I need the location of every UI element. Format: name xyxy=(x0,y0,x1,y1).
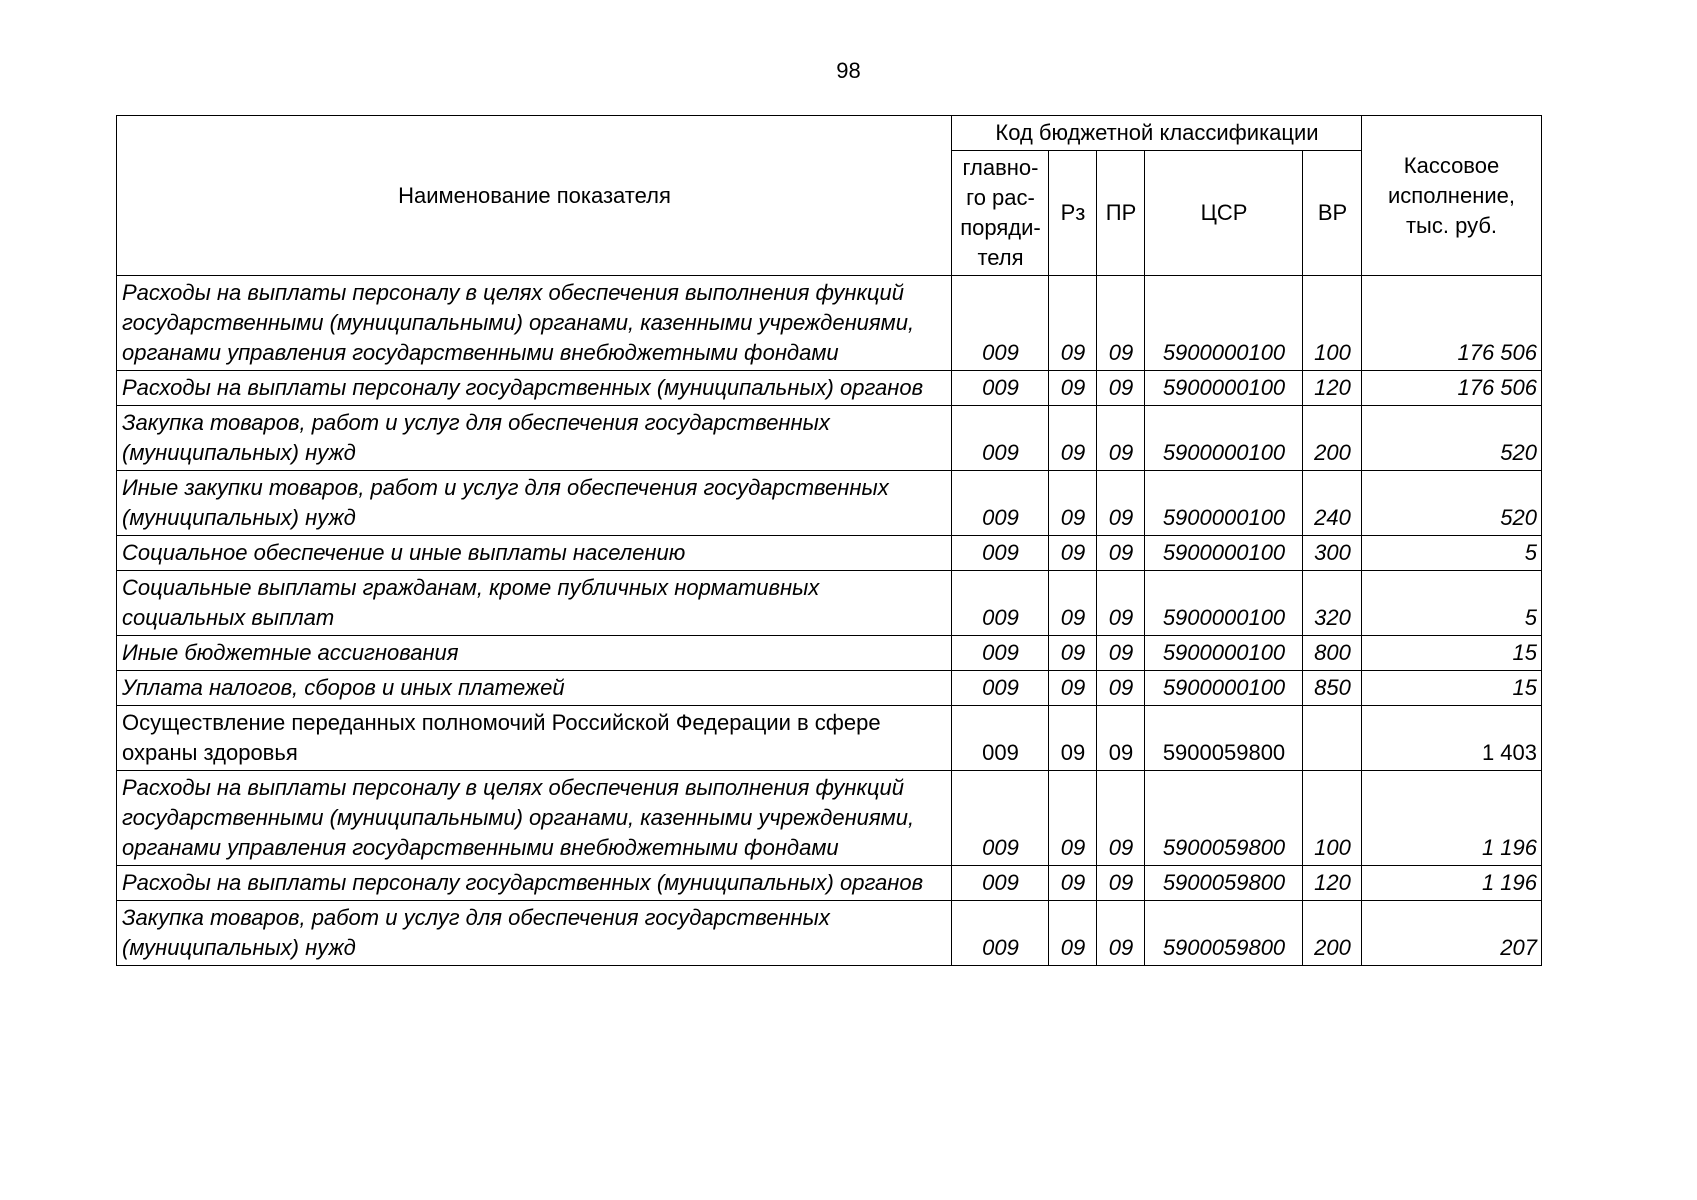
cell-glav: 009 xyxy=(952,471,1049,536)
cell-vr: 200 xyxy=(1303,901,1362,966)
table-row xyxy=(117,636,1542,671)
cell-rz: 09 xyxy=(1049,636,1097,671)
cell-vr: 200 xyxy=(1303,406,1362,471)
cell-glav: 009 xyxy=(952,866,1049,901)
cell-glav: 009 xyxy=(952,671,1049,706)
cell-csr: 5900000100 xyxy=(1145,636,1303,671)
table-row xyxy=(117,571,1542,636)
cell-csr: 5900000100 xyxy=(1145,406,1303,471)
table-row xyxy=(117,671,1542,706)
table-row xyxy=(117,866,1542,901)
cell-pr: 09 xyxy=(1097,571,1145,636)
table-row xyxy=(117,536,1542,571)
cell-glav: 009 xyxy=(952,901,1049,966)
cell-vr: 100 xyxy=(1303,771,1362,866)
cell-rz: 09 xyxy=(1049,671,1097,706)
cell-vr: 800 xyxy=(1303,636,1362,671)
cell-amount: 1 196 xyxy=(1362,771,1542,866)
cell-name: Закупка товаров, работ и услуг для обеспечения государственных (муниципальных) нужд xyxy=(117,406,952,471)
cell-csr: 5900059800 xyxy=(1145,771,1303,866)
table-row xyxy=(117,471,1542,536)
cell-glav: 009 xyxy=(952,276,1049,371)
cell-pr: 09 xyxy=(1097,406,1145,471)
cell-amount: 176 506 xyxy=(1362,276,1542,371)
cell-name: Иные бюджетные ассигнования xyxy=(117,636,952,671)
header-code-group: Код бюджетной классификации xyxy=(952,116,1362,151)
cell-pr: 09 xyxy=(1097,866,1145,901)
cell-glav: 009 xyxy=(952,406,1049,471)
cell-rz: 09 xyxy=(1049,406,1097,471)
header-csr: ЦСР xyxy=(1145,151,1303,276)
cell-rz: 09 xyxy=(1049,276,1097,371)
cell-name: Социальные выплаты гражданам, кроме публичных нормативных социальных выплат xyxy=(117,571,952,636)
cell-rz: 09 xyxy=(1049,571,1097,636)
cell-name: Расходы на выплаты персоналу государственных (муниципальных) органов xyxy=(117,866,952,901)
cell-csr: 5900059800 xyxy=(1145,866,1303,901)
cell-amount: 207 xyxy=(1362,901,1542,966)
cell-pr: 09 xyxy=(1097,901,1145,966)
cell-pr: 09 xyxy=(1097,471,1145,536)
cell-csr: 5900000100 xyxy=(1145,536,1303,571)
table-row xyxy=(117,771,1542,866)
cell-amount: 5 xyxy=(1362,536,1542,571)
cell-rz: 09 xyxy=(1049,901,1097,966)
cell-glav: 009 xyxy=(952,636,1049,671)
cell-rz: 09 xyxy=(1049,771,1097,866)
header-rz: Рз xyxy=(1049,151,1097,276)
cell-csr: 5900059800 xyxy=(1145,901,1303,966)
cell-amount: 520 xyxy=(1362,406,1542,471)
cell-amount: 1 196 xyxy=(1362,866,1542,901)
cell-vr: 100 xyxy=(1303,276,1362,371)
cell-pr: 09 xyxy=(1097,536,1145,571)
cell-glav: 009 xyxy=(952,536,1049,571)
cell-name: Расходы на выплаты персоналу в целях обеспечения выполнения функций государственными (муниципальными) органами, казенными учреждениями, органами управления государственными внебюджетными фондами xyxy=(117,276,952,371)
cell-pr: 09 xyxy=(1097,706,1145,771)
cell-csr: 5900000100 xyxy=(1145,571,1303,636)
cell-csr: 5900059800 xyxy=(1145,706,1303,771)
budget-table xyxy=(116,115,1542,966)
cell-vr: 240 xyxy=(1303,471,1362,536)
header-vr: ВР xyxy=(1303,151,1362,276)
page-number: 98 xyxy=(836,58,861,83)
cell-amount: 15 xyxy=(1362,636,1542,671)
cell-csr: 5900000100 xyxy=(1145,671,1303,706)
table-row xyxy=(117,406,1542,471)
cell-pr: 09 xyxy=(1097,671,1145,706)
table-row xyxy=(117,276,1542,371)
cell-pr: 09 xyxy=(1097,276,1145,371)
cell-name: Расходы на выплаты персоналу в целях обеспечения выполнения функций государственными (муниципальными) органами, казенными учреждениями, органами управления государственными внебюджетными фондами xyxy=(117,771,952,866)
cell-name: Закупка товаров, работ и услуг для обеспечения государственных (муниципальных) нужд xyxy=(117,901,952,966)
cell-glav: 009 xyxy=(952,771,1049,866)
cell-amount: 15 xyxy=(1362,671,1542,706)
cell-csr: 5900000100 xyxy=(1145,471,1303,536)
cell-vr: 120 xyxy=(1303,866,1362,901)
cell-name: Уплата налогов, сборов и иных платежей xyxy=(117,671,952,706)
header-pr: ПР xyxy=(1097,151,1145,276)
cell-csr: 5900000100 xyxy=(1145,371,1303,406)
cell-rz: 09 xyxy=(1049,706,1097,771)
cell-rz: 09 xyxy=(1049,471,1097,536)
cell-name: Иные закупки товаров, работ и услуг для обеспечения государственных (муниципальных) нужд xyxy=(117,471,952,536)
cell-amount: 520 xyxy=(1362,471,1542,536)
cell-vr: 300 xyxy=(1303,536,1362,571)
table-row xyxy=(117,901,1542,966)
cell-amount: 5 xyxy=(1362,571,1542,636)
header-amount: Кассовое исполнение, тыс. руб. xyxy=(1362,116,1542,276)
cell-rz: 09 xyxy=(1049,866,1097,901)
cell-glav: 009 xyxy=(952,371,1049,406)
cell-vr: 320 xyxy=(1303,571,1362,636)
cell-name: Социальное обеспечение и иные выплаты населению xyxy=(117,536,952,571)
table-row xyxy=(117,706,1542,771)
cell-glav: 009 xyxy=(952,706,1049,771)
cell-csr: 5900000100 xyxy=(1145,276,1303,371)
cell-amount: 1 403 xyxy=(1362,706,1542,771)
cell-pr: 09 xyxy=(1097,371,1145,406)
cell-name: Расходы на выплаты персоналу государственных (муниципальных) органов xyxy=(117,371,952,406)
cell-name: Осуществление переданных полномочий Российской Федерации в сфере охраны здоровья xyxy=(117,706,952,771)
cell-pr: 09 xyxy=(1097,771,1145,866)
cell-vr xyxy=(1303,706,1362,771)
cell-glav: 009 xyxy=(952,571,1049,636)
header-name: Наименование показателя xyxy=(117,116,952,276)
cell-rz: 09 xyxy=(1049,536,1097,571)
cell-pr: 09 xyxy=(1097,636,1145,671)
cell-rz: 09 xyxy=(1049,371,1097,406)
header-glav: главно-го рас-поряди-теля xyxy=(952,151,1049,276)
cell-vr: 850 xyxy=(1303,671,1362,706)
cell-vr: 120 xyxy=(1303,371,1362,406)
table-row xyxy=(117,371,1542,406)
cell-amount: 176 506 xyxy=(1362,371,1542,406)
